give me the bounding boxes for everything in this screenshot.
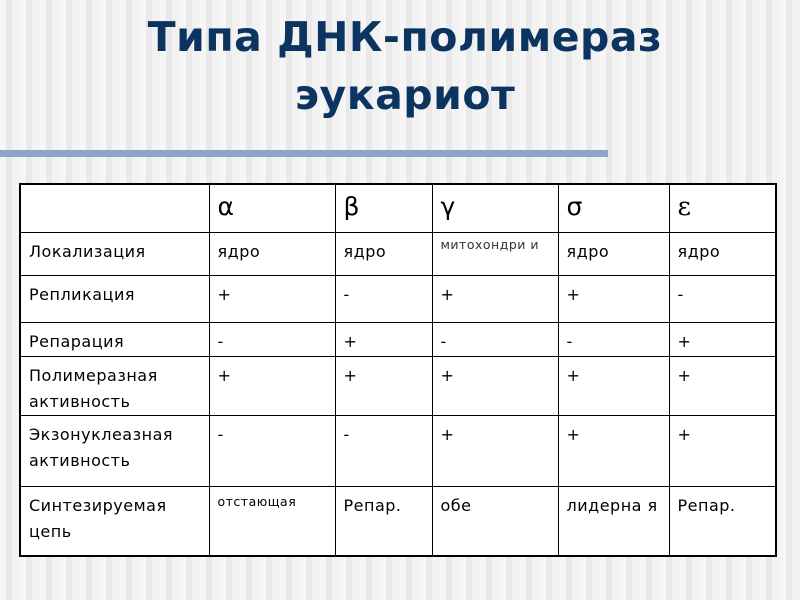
table-cell: + [209, 356, 335, 415]
table-cell: - [209, 415, 335, 486]
table-cell: Репар. [669, 486, 776, 556]
table-cell: + [558, 415, 669, 486]
table-cell: - [558, 322, 669, 356]
table-cell: + [669, 356, 776, 415]
table-cell: - [335, 275, 432, 322]
table-cell: + [669, 415, 776, 486]
table-row-localization [20, 232, 776, 275]
row-label: Полимеразная активность [20, 356, 209, 415]
table-cell: ядро [669, 232, 776, 275]
table-cell: митохондри и [432, 232, 558, 275]
header-cell-epsilon: ε [669, 184, 776, 232]
row-label: Репарация [20, 322, 209, 356]
slide-title-line-2: эукариот [294, 71, 516, 119]
row-label: Локализация [20, 232, 209, 275]
header-cell-sigma: σ [558, 184, 669, 232]
table-cell: - [432, 322, 558, 356]
table-cell: обе [432, 486, 558, 556]
table-cell: - [669, 275, 776, 322]
table-row-replication [20, 275, 776, 322]
table-cell: отстающая [209, 486, 335, 556]
table-row-repair [20, 322, 776, 356]
table-cell: ядро [335, 232, 432, 275]
table-cell: ядро [558, 232, 669, 275]
table-cell: + [209, 275, 335, 322]
table-header-row [20, 184, 776, 232]
table-row-exonuclease-activity [20, 415, 776, 486]
table-cell: + [432, 275, 558, 322]
header-cell-gamma: γ [432, 184, 558, 232]
header-cell-empty [20, 184, 209, 232]
table-cell: - [335, 415, 432, 486]
slide-title [0, 8, 800, 124]
table-cell: + [432, 415, 558, 486]
table-cell: лидерна я [558, 486, 669, 556]
table-cell: + [335, 322, 432, 356]
row-label: Синтезируемая цепь [20, 486, 209, 556]
table-row-polymerase-activity [20, 356, 776, 415]
table-cell: + [335, 356, 432, 415]
table-cell: + [558, 275, 669, 322]
header-cell-alpha: α [209, 184, 335, 232]
dna-polymerase-table [19, 183, 777, 557]
table-cell: Репар. [335, 486, 432, 556]
title-underline-bar [0, 150, 608, 157]
header-cell-beta: β [335, 184, 432, 232]
table-row-synthesized-strand [20, 486, 776, 556]
table-cell: + [669, 322, 776, 356]
slide-title-line-1: Типа ДНК-полимераз [147, 13, 663, 61]
table-cell: ядро [209, 232, 335, 275]
table-cell: - [209, 322, 335, 356]
row-label: Экзонуклеазная активность [20, 415, 209, 486]
row-label: Репликация [20, 275, 209, 322]
table-cell: + [432, 356, 558, 415]
table-cell: + [558, 356, 669, 415]
